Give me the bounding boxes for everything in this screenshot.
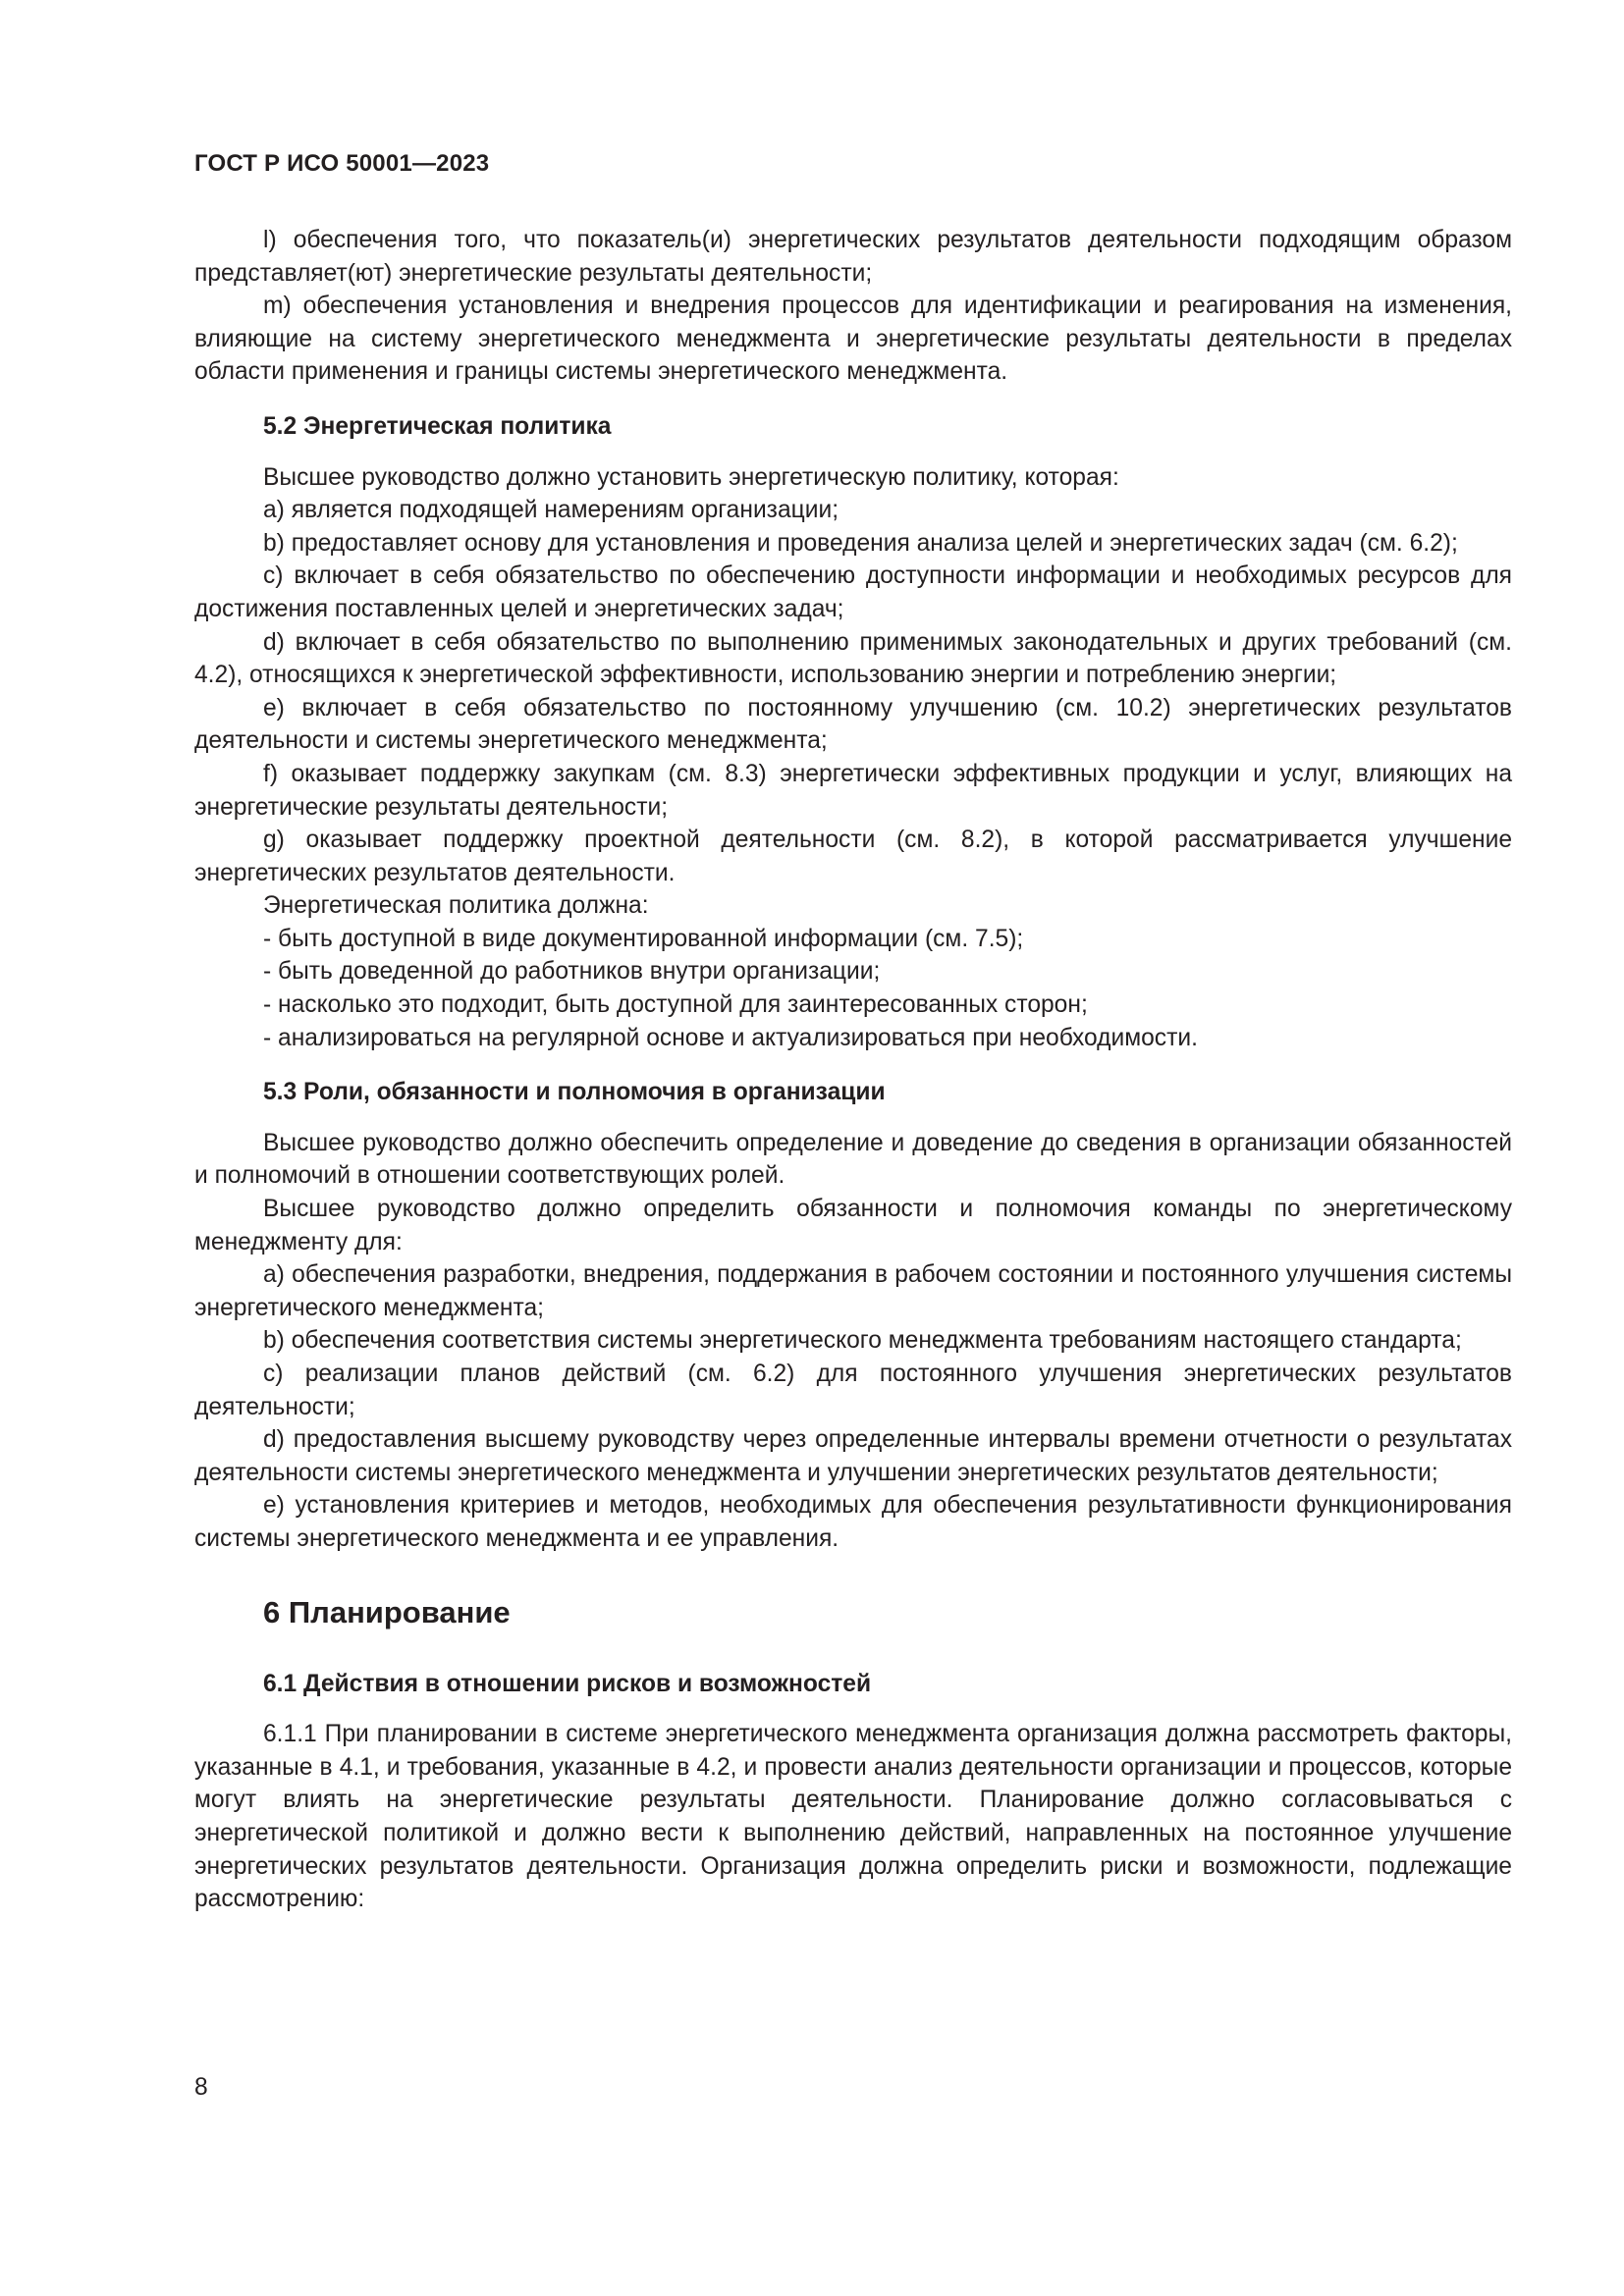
list-item: d) предоставления высшему руководству через определенные интервалы времени отчетности о результатах деятельности системы энергетического менеджмента и улучшении энергетических результатов деятельности; (194, 1426, 1512, 1486)
section-5-2-title: 5.2 Энергетическая политика (263, 412, 612, 440)
list-item: a) обеспечения разработки, внедрения, поддержания в рабочем состоянии и постоянного улучшения системы энергетического менеджмента; (194, 1261, 1512, 1321)
list-item: g) оказывает поддержку проектной деятельности (см. 8.2), в которой рассматривается улучшение энергетических результатов деятельности. (194, 827, 1512, 886)
policy-lead: Высшее руководство должно установить энергетическую политику, которая: (263, 463, 1119, 491)
section-6-1-title: 6.1 Действия в отношении рисков и возможностей (263, 1670, 872, 1697)
policy-requirements-lead: Энергетическая политика должна: (263, 892, 649, 920)
list-item: c) реализации планов действий (см. 6.2) для постоянного улучшения энергетических результатов деятельности; (194, 1361, 1512, 1420)
section-5-3-title: 5.3 Роли, обязанности и полномочия в организации (263, 1079, 886, 1106)
paragraph: Высшее руководство должно обеспечить определение и доведение до сведения в организации обязанностей и полномочий в отношении соответствующих ролей. (194, 1129, 1512, 1190)
list-item: e) установления критериев и методов, необходимых для обеспечения результативности функционирования системы энергетического менеджмента и ее управления. (194, 1492, 1512, 1552)
dash-item: - быть доступной в виде документированной информации (см. 7.5); (263, 925, 1024, 952)
paragraph-6-1-1: 6.1.1 При планировании в системе энергетического менеджмента организация должна рассмотреть факторы, указанные в 4.1, и требования, указанные в 4.2, и провести анализ деятельности организации и процессов, которые могут влиять на энергетические результаты деятельности. Планирование должно согласовываться с энергетической политикой и должно вести к выполнению действий, направленных на постоянное улучшение энергетических результатов деятельности. Организация должна определить риски и возможности, подлежащие рассмотрению: (194, 1721, 1512, 1913)
list-item-m: m) обеспечения установления и внедрения процессов для идентификации и реагирования на изменения, влияющие на систему энергетического менеджмента и энергетические результаты деятельности в пределах области применения и границы системы энергетического менеджмента. (194, 293, 1512, 386)
section-6-title: 6 Планирование (263, 1594, 511, 1629)
list-item: f) оказывает поддержку закупкам (см. 8.3) энергетически эффективных продукции и услуг, влияющих на энергетические результаты деятельности; (194, 760, 1512, 821)
dash-item: - быть доведенной до работников внутри организации; (263, 958, 881, 986)
list-item: c) включает в себя обязательство по обеспечению доступности информации и необходимых ресурсов для достижения поставленных целей и энергетических задач; (194, 562, 1512, 622)
list-item-l: l) обеспечения того, что показатель(и) энергетических результатов деятельности подходящим образом представляет(ют) энергетические результаты деятельности; (194, 227, 1512, 287)
dash-item: - насколько это подходит, быть доступной для заинтересованных сторон; (263, 991, 1088, 1019)
page-number: 8 (194, 2074, 208, 2101)
list-item: d) включает в себя обязательство по выполнению применимых законодательных и других требований (см. 4.2), относящихся к энергетической эффективности, использованию энергии и потреблению энергии; (194, 628, 1512, 689)
list-item: b) обеспечения соответствия системы энергетического менеджмента требованиям настоящего стандарта; (263, 1327, 1462, 1355)
list-item: b) предоставляет основу для установления и проведения анализа целей и энергетических задач (см. 6.2); (263, 529, 1458, 557)
paragraph: Высшее руководство должно определить обязанности и полномочия команды по энергетическому менеджменту для: (194, 1196, 1512, 1255)
dash-item: - анализироваться на регулярной основе и актуализироваться при необходимости. (263, 1024, 1198, 1051)
list-item: e) включает в себя обязательство по постоянному улучшению (см. 10.2) энергетических результатов деятельности и системы энергетического менеджмента; (194, 694, 1512, 755)
page-body (194, 224, 1512, 1916)
document-code: ГОСТ Р ИСО 50001—2023 (194, 150, 490, 177)
list-item: a) является подходящей намерениям организации; (263, 497, 839, 524)
